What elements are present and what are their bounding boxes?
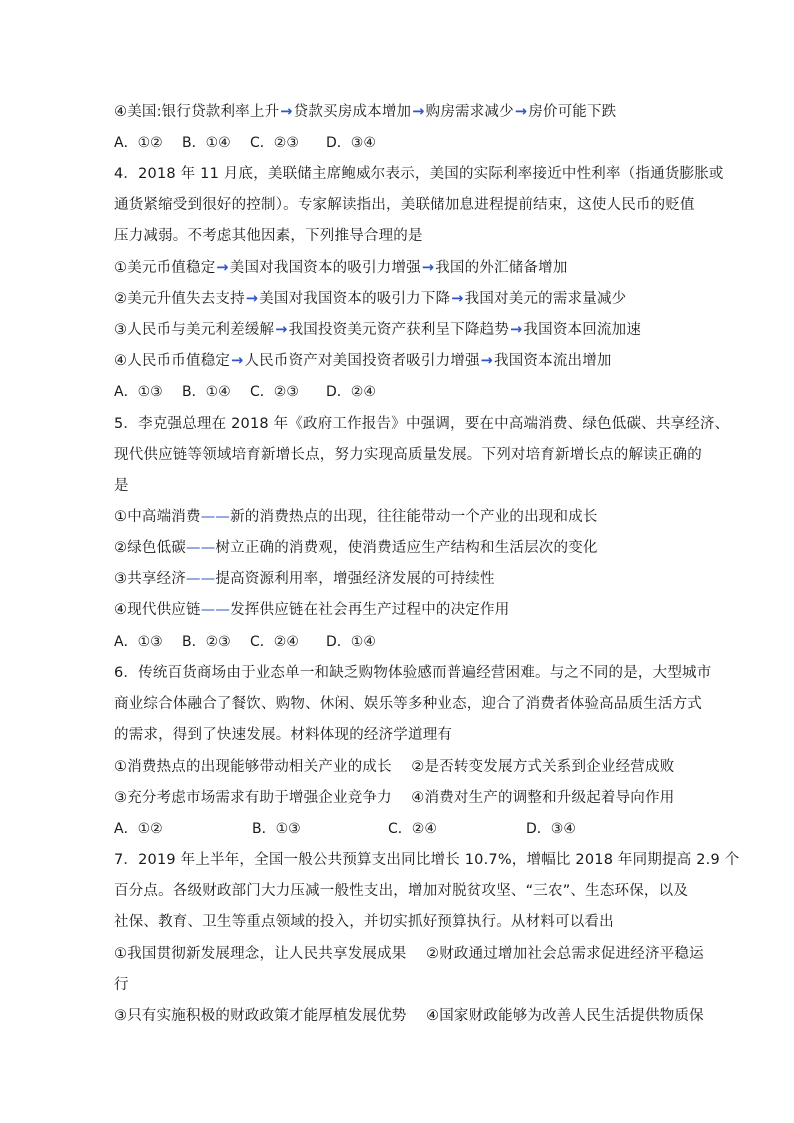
q6-option-b[interactable]: B．①③ xyxy=(252,821,301,837)
q4-item-1 xyxy=(114,258,694,278)
q4-option-c[interactable]: C．②③ xyxy=(250,384,299,400)
q5-item-3 xyxy=(114,569,694,589)
q4-item-part: 我国投资美元资产获利呈下降趋势 xyxy=(288,322,510,338)
q4-item-part: ②美元升值失去支持 xyxy=(114,291,245,307)
q4-stem-line: 通货紧缩受到很好的控制）。专家解读指出，美联储加息进程提前结束，这使人民币的贬值 xyxy=(114,197,695,213)
dash-icon: —— xyxy=(200,602,231,618)
q5-item-part: ①中高端消费 xyxy=(114,509,201,525)
q7-items-line: ①我国贯彻新发展理念，让人民共享发展成果 ②财政通过增加社会总需求促进经济平稳运 xyxy=(114,946,704,962)
q6-stem-line: 的需求，得到了快速发展。材料体现的经济学道理有 xyxy=(114,727,453,743)
q4-item-4 xyxy=(114,351,694,371)
q6-items-line: ③充分考虑市场需求有助于增强企业竞争力 ④消费对生产的调整和升级起着导向作用 xyxy=(114,790,675,806)
q6-option-c[interactable]: C．②④ xyxy=(388,821,437,837)
q7-stem-line: 7．2019 年上半年，全国一般公共预算支出同比增长 10.7%，增幅比 2018 年同期提高 2.9 个 xyxy=(114,852,740,868)
arrow-icon: → xyxy=(275,322,288,338)
q7-items-line: ③只有实施积极的财政政策才能厚植发展优势 ④国家财政能够为改善人民生活提供物质保 xyxy=(114,1008,704,1024)
q5-stem-line: 现代供应链等领域培育新增长点，努力实现高质量发展。下列对培育新增长点的解读正确的 xyxy=(114,447,702,463)
q4-option-a[interactable]: A．①③ xyxy=(114,384,163,400)
q4-option-b[interactable]: B．①④ xyxy=(182,384,231,400)
q3-option-d[interactable]: D．③④ xyxy=(326,135,376,151)
arrow-icon: → xyxy=(216,260,229,276)
q5-item-part: ②绿色低碳 xyxy=(114,540,186,556)
q4-item-part: 人民币资产对美国投资者吸引力增强 xyxy=(244,353,480,369)
q4-item-part: 我国资本流出增加 xyxy=(494,353,612,369)
arrow-icon: → xyxy=(510,322,523,338)
q4-item-part: ④人民币币值稳定 xyxy=(114,353,231,369)
q4-item-part: 我国对美元的需求量减少 xyxy=(464,291,627,307)
arrow-icon: → xyxy=(280,104,293,120)
q5-stem-line: 5．李克强总理在 2018 年《政府工作报告》中强调，要在中高端消费、绿色低碳、共享经济、 xyxy=(114,416,730,432)
q5-options xyxy=(114,632,376,652)
dash-icon: —— xyxy=(186,540,216,556)
q3-item-4-part: ④美国:银行贷款利率上升 xyxy=(114,104,280,120)
q3-option-b[interactable]: B．①④ xyxy=(182,135,231,151)
q4-item-part: 美国对我国资本的吸引力增强 xyxy=(229,260,421,276)
q5-item-part: 新的消费热点的出现，往往能带动一个产业的出现和成长 xyxy=(230,509,598,525)
q4-stem-line: 4．2018 年 11 月底，美联储主席鲍威尔表示，美国的实际利率接近中性利率（指通货膨胀或 xyxy=(114,166,724,182)
q5-option-b[interactable]: B．②③ xyxy=(182,634,231,650)
q6-items-line: ①消费热点的出现能够带动相关产业的成长 ②是否转变发展方式关系到企业经营成败 xyxy=(114,759,675,775)
q4-item-3 xyxy=(114,320,694,340)
q5-item-part: 提高资源利用率，增强经济发展的可持续性 xyxy=(215,571,495,587)
q4-options xyxy=(114,382,376,402)
q5-item-part: 发挥供应链在社会再生产过程中的决定作用 xyxy=(230,602,510,618)
q6-option-d[interactable]: D．③④ xyxy=(526,821,576,837)
q5-item-1 xyxy=(114,507,694,527)
q6-option-a[interactable]: A．①② xyxy=(114,821,163,837)
q4-item-part: 我国资本回流加速 xyxy=(523,322,642,338)
dash-icon: —— xyxy=(186,571,216,587)
q5-option-c[interactable]: C．②④ xyxy=(250,634,299,650)
q7-stem-line: 社保、教育、卫生等重点领域的投入，并切实抓好预算执行。从材料可以看出 xyxy=(114,914,614,930)
q7-stem-line: 百分点。各级财政部门大力压减一般性支出，增加对脱贫攻坚、“三农”、生态环保，以及 xyxy=(114,883,689,899)
arrow-icon: → xyxy=(412,104,425,120)
q3-options xyxy=(114,133,376,153)
arrow-icon: → xyxy=(245,291,259,307)
q4-item-part: ①美元币值稳定 xyxy=(114,260,216,276)
q6-stem-line: 6．传统百货商场由于业态单一和缺乏购物体验感而普遍经营困难。与之不同的是，大型城市 xyxy=(114,665,712,681)
q4-item-2 xyxy=(114,289,694,309)
q5-item-part: ④现代供应链 xyxy=(114,602,201,618)
q6-options xyxy=(114,819,576,839)
q5-option-d[interactable]: D．①④ xyxy=(326,634,376,650)
q4-option-d[interactable]: D．②④ xyxy=(326,384,376,400)
q3-item-4-part: 购房需求减少 xyxy=(425,104,514,120)
q3-option-a[interactable]: A．①② xyxy=(114,135,163,151)
q4-item-part: 我国的外汇储备增加 xyxy=(435,260,568,276)
q3-item-4 xyxy=(114,102,694,122)
arrow-icon: → xyxy=(480,353,494,369)
q5-item-part: 树立正确的消费观，使消费适应生产结构和生活层次的变化 xyxy=(215,540,598,556)
q5-stem-line: 是 xyxy=(114,478,129,494)
q4-item-part: ③人民币与美元利差缓解 xyxy=(114,322,275,338)
q5-item-2 xyxy=(114,538,694,558)
arrow-icon: → xyxy=(231,353,244,369)
q3-option-c[interactable]: C．②③ xyxy=(250,135,299,151)
q5-option-a[interactable]: A．①③ xyxy=(114,634,163,650)
dash-icon: —— xyxy=(200,509,231,525)
q5-item-4 xyxy=(114,600,694,620)
q4-item-part: 美国对我国资本的吸引力下降 xyxy=(259,291,451,307)
arrow-icon: → xyxy=(451,291,464,307)
arrow-icon: → xyxy=(421,260,435,276)
arrow-icon: → xyxy=(514,104,528,120)
q5-item-part: ③共享经济 xyxy=(114,571,186,587)
q3-item-4-part: 贷款买房成本增加 xyxy=(293,104,412,120)
q4-stem-line: 压力减弱。不考虑其他因素，下列推导合理的是 xyxy=(114,228,423,244)
q6-stem-line: 商业综合体融合了餐饮、购物、休闲、娱乐等多种业态，迎合了消费者体验高品质生活方式 xyxy=(114,696,702,712)
q3-item-4-part: 房价可能下跌 xyxy=(528,104,617,120)
q7-items-line: 行 xyxy=(114,977,129,993)
